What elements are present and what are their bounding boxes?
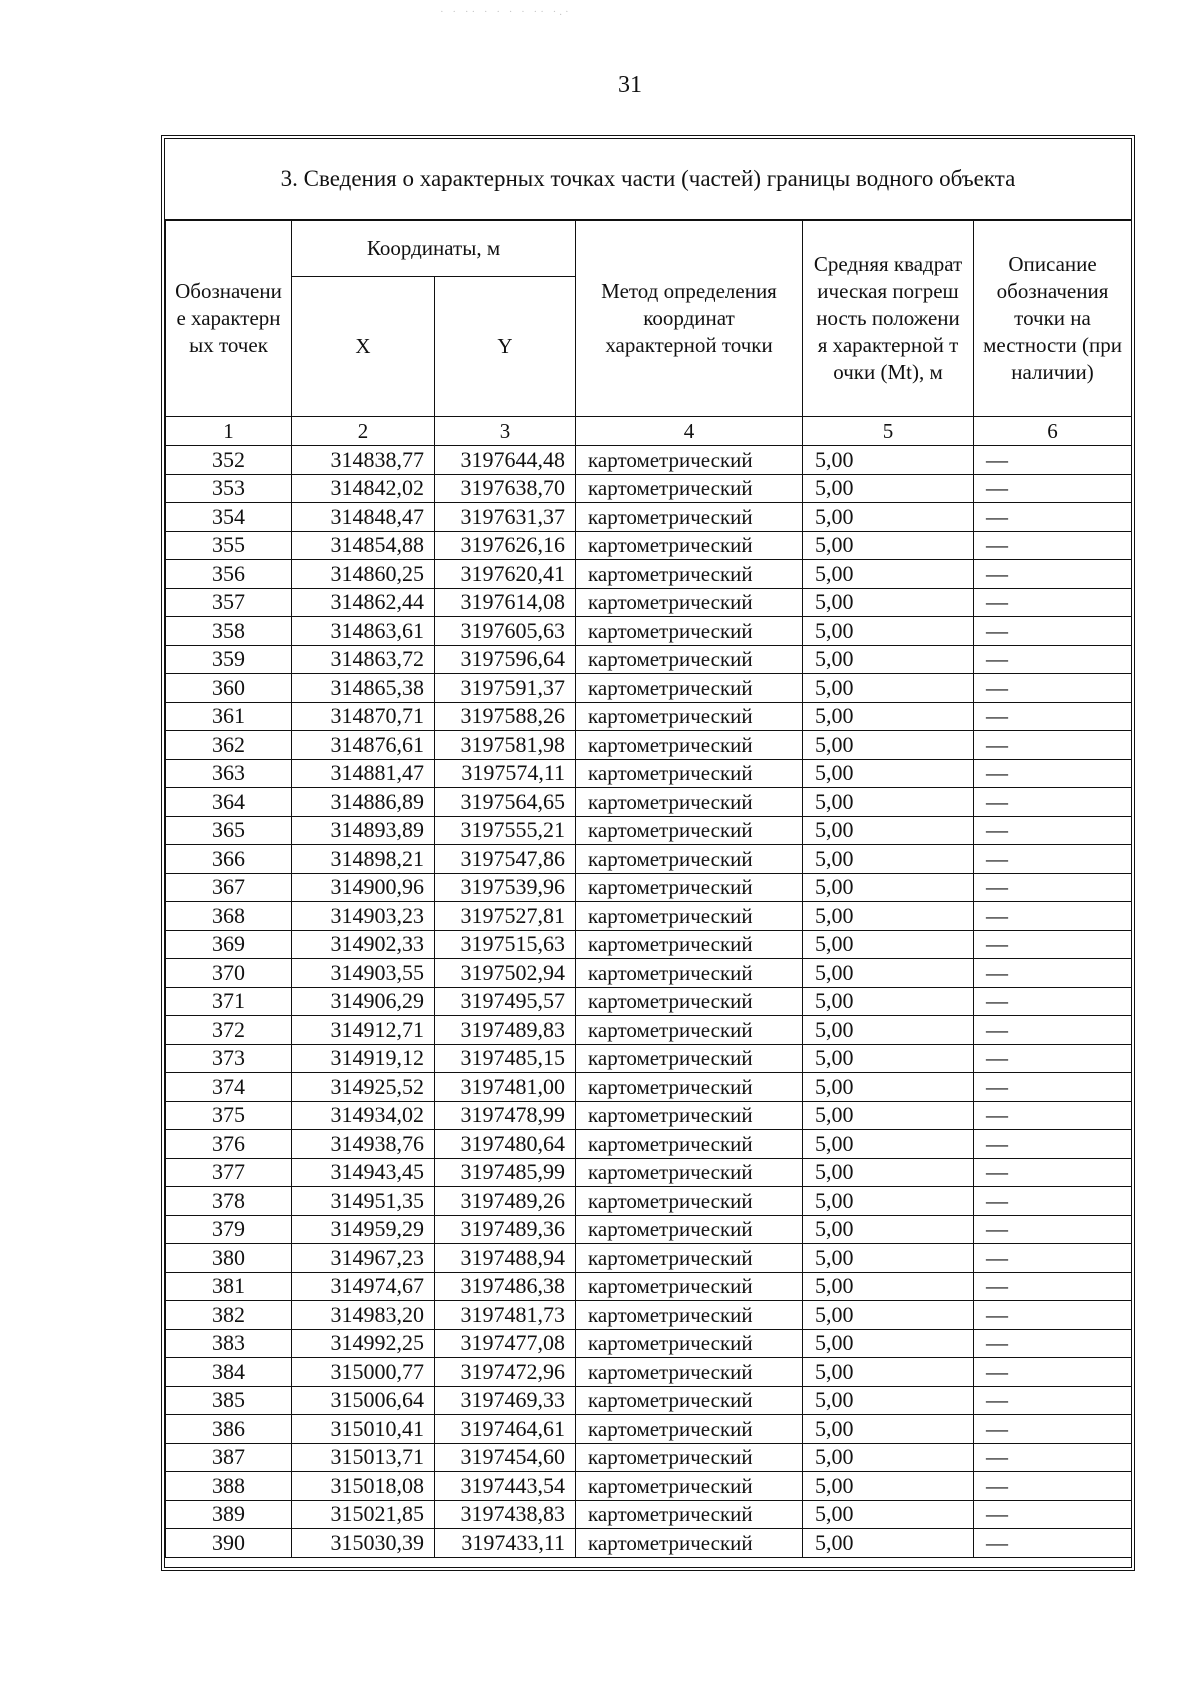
error-cell: 5,00 [803,531,974,560]
x-coordinate-cell: 314925,52 [292,1073,435,1102]
error-cell: 5,00 [803,845,974,874]
point-id-cell: 374 [166,1073,292,1102]
y-coordinate-cell: 3197478,99 [435,1101,576,1130]
point-id-cell: 371 [166,987,292,1016]
description-cell: — [974,474,1132,503]
description-cell: — [974,930,1132,959]
y-coordinate-cell: 3197486,38 [435,1272,576,1301]
error-cell: 5,00 [803,617,974,646]
point-id-cell: 365 [166,816,292,845]
x-coordinate-cell: 315013,71 [292,1443,435,1472]
column-number: 6 [974,417,1132,446]
point-id-cell: 356 [166,560,292,589]
y-coordinate-cell: 3197481,73 [435,1301,576,1330]
y-coordinate-cell: 3197488,94 [435,1244,576,1273]
y-coordinate-cell: 3197502,94 [435,959,576,988]
description-cell: — [974,1529,1132,1558]
point-id-cell: 372 [166,1016,292,1045]
point-id-cell: 388 [166,1472,292,1501]
y-coordinate-cell: 3197588,26 [435,702,576,731]
y-coordinate-cell: 3197438,83 [435,1500,576,1529]
x-coordinate-cell: 314992,25 [292,1329,435,1358]
method-cell: картометрический [576,1101,803,1130]
table-body [166,446,1132,1558]
method-cell: картометрический [576,446,803,475]
error-cell: 5,00 [803,759,974,788]
error-cell: 5,00 [803,645,974,674]
header-method: Метод определения координат характерной точки [576,221,803,417]
header-designation: Обозначение характерных точек [166,221,292,417]
x-coordinate-cell: 314863,72 [292,645,435,674]
error-cell: 5,00 [803,1386,974,1415]
y-coordinate-cell: 3197433,11 [435,1529,576,1558]
point-id-cell: 367 [166,873,292,902]
error-cell: 5,00 [803,560,974,589]
method-cell: картометрический [576,788,803,817]
error-cell: 5,00 [803,902,974,931]
y-coordinate-cell: 3197477,08 [435,1329,576,1358]
x-coordinate-cell: 315021,85 [292,1500,435,1529]
point-id-cell: 380 [166,1244,292,1273]
table-row [166,1415,1132,1444]
point-id-cell: 364 [166,788,292,817]
y-coordinate-cell: 3197527,81 [435,902,576,931]
point-id-cell: 357 [166,588,292,617]
x-coordinate-cell: 314842,02 [292,474,435,503]
table-row [166,1358,1132,1387]
column-number: 5 [803,417,974,446]
x-coordinate-cell: 314898,21 [292,845,435,874]
header-y: Y [435,277,576,417]
x-coordinate-cell: 314862,44 [292,588,435,617]
y-coordinate-cell: 3197591,37 [435,674,576,703]
error-cell: 5,00 [803,588,974,617]
error-cell: 5,00 [803,1187,974,1216]
method-cell: картометрический [576,1500,803,1529]
error-cell: 5,00 [803,930,974,959]
header-coordinates: Координаты, м [292,221,576,277]
point-id-cell: 389 [166,1500,292,1529]
error-cell: 5,00 [803,873,974,902]
y-coordinate-cell: 3197605,63 [435,617,576,646]
table-row [166,1500,1132,1529]
description-cell: — [974,902,1132,931]
error-cell: 5,00 [803,474,974,503]
table-row [166,1386,1132,1415]
x-coordinate-cell: 314900,96 [292,873,435,902]
y-coordinate-cell: 3197489,83 [435,1016,576,1045]
x-coordinate-cell: 314974,67 [292,1272,435,1301]
y-coordinate-cell: 3197485,99 [435,1158,576,1187]
method-cell: картометрический [576,845,803,874]
method-cell: картометрический [576,1130,803,1159]
column-number: 4 [576,417,803,446]
x-coordinate-cell: 314902,33 [292,930,435,959]
table-row [166,731,1132,760]
table-row [166,930,1132,959]
x-coordinate-cell: 314959,29 [292,1215,435,1244]
description-cell: — [974,446,1132,475]
method-cell: картометрический [576,702,803,731]
table-title: 3. Сведения о характерных точках части (частей) границы водного объекта [165,139,1131,220]
description-cell: — [974,1386,1132,1415]
error-cell: 5,00 [803,959,974,988]
y-coordinate-cell: 3197443,54 [435,1472,576,1501]
y-coordinate-cell: 3197614,08 [435,588,576,617]
table-row [166,816,1132,845]
table-row [166,503,1132,532]
header-x: X [292,277,435,417]
y-coordinate-cell: 3197515,63 [435,930,576,959]
table-row [166,873,1132,902]
table-row [166,674,1132,703]
description-cell: — [974,816,1132,845]
description-cell: — [974,1101,1132,1130]
y-coordinate-cell: 3197547,86 [435,845,576,874]
table-row [166,560,1132,589]
method-cell: картометрический [576,1244,803,1273]
point-id-cell: 382 [166,1301,292,1330]
x-coordinate-cell: 314903,55 [292,959,435,988]
method-cell: картометрический [576,759,803,788]
error-cell: 5,00 [803,1101,974,1130]
table-row [166,959,1132,988]
method-cell: картометрический [576,1529,803,1558]
x-coordinate-cell: 314943,45 [292,1158,435,1187]
method-cell: картометрический [576,1044,803,1073]
description-cell: — [974,1272,1132,1301]
x-coordinate-cell: 314903,23 [292,902,435,931]
table-row [166,1101,1132,1130]
error-cell: 5,00 [803,1443,974,1472]
error-cell: 5,00 [803,1358,974,1387]
table-row [166,1130,1132,1159]
method-cell: картометрический [576,930,803,959]
y-coordinate-cell: 3197564,65 [435,788,576,817]
point-id-cell: 355 [166,531,292,560]
method-cell: картометрический [576,1358,803,1387]
y-coordinate-cell: 3197489,36 [435,1215,576,1244]
method-cell: картометрический [576,674,803,703]
x-coordinate-cell: 314906,29 [292,987,435,1016]
x-coordinate-cell: 314863,61 [292,617,435,646]
method-cell: картометрический [576,531,803,560]
point-id-cell: 378 [166,1187,292,1216]
point-id-cell: 379 [166,1215,292,1244]
table-row [166,531,1132,560]
x-coordinate-cell: 314951,35 [292,1187,435,1216]
description-cell: — [974,1215,1132,1244]
column-number: 3 [435,417,576,446]
error-cell: 5,00 [803,1158,974,1187]
method-cell: картометрический [576,873,803,902]
description-cell: — [974,1073,1132,1102]
x-coordinate-cell: 315030,39 [292,1529,435,1558]
description-cell: — [974,617,1132,646]
y-coordinate-cell: 3197596,64 [435,645,576,674]
error-cell: 5,00 [803,1472,974,1501]
method-cell: картометрический [576,1329,803,1358]
y-coordinate-cell: 3197485,15 [435,1044,576,1073]
x-coordinate-cell: 314838,77 [292,446,435,475]
header-description: Описание обозначения точки на местности (при наличии) [974,221,1132,417]
table-row [166,1073,1132,1102]
error-cell: 5,00 [803,1529,974,1558]
point-id-cell: 362 [166,731,292,760]
table-row [166,1187,1132,1216]
method-cell: картометрический [576,1073,803,1102]
y-coordinate-cell: 3197574,11 [435,759,576,788]
description-cell: — [974,1244,1132,1273]
point-id-cell: 390 [166,1529,292,1558]
x-coordinate-cell: 314876,61 [292,731,435,760]
description-cell: — [974,1301,1132,1330]
description-cell: — [974,731,1132,760]
x-coordinate-cell: 314919,12 [292,1044,435,1073]
point-id-cell: 381 [166,1272,292,1301]
method-cell: картометрический [576,816,803,845]
method-cell: картометрический [576,1472,803,1501]
table-row [166,1158,1132,1187]
point-id-cell: 377 [166,1158,292,1187]
method-cell: картометрический [576,1386,803,1415]
method-cell: картометрический [576,731,803,760]
y-coordinate-cell: 3197464,61 [435,1415,576,1444]
x-coordinate-cell: 314983,20 [292,1301,435,1330]
method-cell: картометрический [576,987,803,1016]
point-id-cell: 366 [166,845,292,874]
y-coordinate-cell: 3197489,26 [435,1187,576,1216]
point-id-cell: 376 [166,1130,292,1159]
description-cell: — [974,588,1132,617]
point-id-cell: 369 [166,930,292,959]
point-id-cell: 386 [166,1415,292,1444]
y-coordinate-cell: 3197472,96 [435,1358,576,1387]
point-id-cell: 360 [166,674,292,703]
description-cell: — [974,1044,1132,1073]
error-cell: 5,00 [803,1073,974,1102]
description-cell: — [974,560,1132,589]
x-coordinate-cell: 314848,47 [292,503,435,532]
description-cell: — [974,1187,1132,1216]
x-coordinate-cell: 314860,25 [292,560,435,589]
method-cell: картометрический [576,503,803,532]
error-cell: 5,00 [803,788,974,817]
x-coordinate-cell: 315010,41 [292,1415,435,1444]
description-cell: — [974,1415,1132,1444]
error-cell: 5,00 [803,1215,974,1244]
description-cell: — [974,503,1132,532]
error-cell: 5,00 [803,987,974,1016]
point-id-cell: 384 [166,1358,292,1387]
table-row [166,1472,1132,1501]
method-cell: картометрический [576,617,803,646]
table-row [166,617,1132,646]
table-row [166,1329,1132,1358]
y-coordinate-cell: 3197469,33 [435,1386,576,1415]
table-row [166,1244,1132,1273]
y-coordinate-cell: 3197620,41 [435,560,576,589]
point-id-cell: 373 [166,1044,292,1073]
method-cell: картометрический [576,645,803,674]
method-cell: картометрический [576,588,803,617]
error-cell: 5,00 [803,1301,974,1330]
point-id-cell: 363 [166,759,292,788]
y-coordinate-cell: 3197631,37 [435,503,576,532]
error-cell: 5,00 [803,1272,974,1301]
description-cell: — [974,1130,1132,1159]
description-cell: — [974,645,1132,674]
description-cell: — [974,1016,1132,1045]
point-id-cell: 352 [166,446,292,475]
method-cell: картометрический [576,1443,803,1472]
point-id-cell: 375 [166,1101,292,1130]
error-cell: 5,00 [803,1500,974,1529]
x-coordinate-cell: 315000,77 [292,1358,435,1387]
coordinates-table [165,220,1132,1558]
y-coordinate-cell: 3197539,96 [435,873,576,902]
point-id-cell: 370 [166,959,292,988]
error-cell: 5,00 [803,674,974,703]
y-coordinate-cell: 3197480,64 [435,1130,576,1159]
error-cell: 5,00 [803,816,974,845]
column-number: 2 [292,417,435,446]
table-row [166,1016,1132,1045]
table-row [166,1272,1132,1301]
y-coordinate-cell: 3197638,70 [435,474,576,503]
y-coordinate-cell: 3197626,16 [435,531,576,560]
description-cell: — [974,987,1132,1016]
description-cell: — [974,531,1132,560]
table-row [166,902,1132,931]
point-id-cell: 354 [166,503,292,532]
error-cell: 5,00 [803,503,974,532]
description-cell: — [974,674,1132,703]
scan-artifact: · · ·· · · · · ·· ·.· [440,6,572,18]
table-row [166,1529,1132,1558]
table-row [166,702,1132,731]
point-id-cell: 368 [166,902,292,931]
y-coordinate-cell: 3197555,21 [435,816,576,845]
description-cell: — [974,759,1132,788]
table-row [166,987,1132,1016]
y-coordinate-cell: 3197481,00 [435,1073,576,1102]
point-id-cell: 383 [166,1329,292,1358]
table-row [166,588,1132,617]
table-row [166,788,1132,817]
x-coordinate-cell: 314967,23 [292,1244,435,1273]
header-error: Средняя квадратическая погрешность положения характерной точки (Mt), м [803,221,974,417]
method-cell: картометрический [576,474,803,503]
description-cell: — [974,1443,1132,1472]
x-coordinate-cell: 314886,89 [292,788,435,817]
x-coordinate-cell: 314893,89 [292,816,435,845]
table-row [166,1044,1132,1073]
method-cell: картометрический [576,560,803,589]
description-cell: — [974,1329,1132,1358]
method-cell: картометрический [576,902,803,931]
x-coordinate-cell: 314881,47 [292,759,435,788]
table-row [166,1301,1132,1330]
description-cell: — [974,1472,1132,1501]
description-cell: — [974,959,1132,988]
description-cell: — [974,1358,1132,1387]
point-id-cell: 387 [166,1443,292,1472]
method-cell: картометрический [576,1187,803,1216]
x-coordinate-cell: 315006,64 [292,1386,435,1415]
table-row [166,446,1132,475]
point-id-cell: 358 [166,617,292,646]
x-coordinate-cell: 315018,08 [292,1472,435,1501]
page-number: 31 [618,72,642,98]
error-cell: 5,00 [803,446,974,475]
y-coordinate-cell: 3197495,57 [435,987,576,1016]
table-row [166,1443,1132,1472]
table-row [166,474,1132,503]
description-cell: — [974,873,1132,902]
error-cell: 5,00 [803,1244,974,1273]
y-coordinate-cell: 3197454,60 [435,1443,576,1472]
method-cell: картометрический [576,1016,803,1045]
description-cell: — [974,702,1132,731]
point-id-cell: 359 [166,645,292,674]
error-cell: 5,00 [803,731,974,760]
error-cell: 5,00 [803,1329,974,1358]
y-coordinate-cell: 3197581,98 [435,731,576,760]
method-cell: картометрический [576,1272,803,1301]
method-cell: картометрический [576,1301,803,1330]
point-id-cell: 385 [166,1386,292,1415]
column-number: 1 [166,417,292,446]
table-row [166,759,1132,788]
error-cell: 5,00 [803,1130,974,1159]
method-cell: картометрический [576,959,803,988]
x-coordinate-cell: 314934,02 [292,1101,435,1130]
y-coordinate-cell: 3197644,48 [435,446,576,475]
description-cell: — [974,845,1132,874]
table-row [166,1215,1132,1244]
error-cell: 5,00 [803,1044,974,1073]
table-row [166,845,1132,874]
x-coordinate-cell: 314865,38 [292,674,435,703]
x-coordinate-cell: 314912,71 [292,1016,435,1045]
x-coordinate-cell: 314870,71 [292,702,435,731]
method-cell: картометрический [576,1215,803,1244]
x-coordinate-cell: 314938,76 [292,1130,435,1159]
error-cell: 5,00 [803,702,974,731]
method-cell: картометрический [576,1415,803,1444]
error-cell: 5,00 [803,1415,974,1444]
table-row [166,645,1132,674]
description-cell: — [974,1158,1132,1187]
error-cell: 5,00 [803,1016,974,1045]
point-id-cell: 361 [166,702,292,731]
method-cell: картометрический [576,1158,803,1187]
point-id-cell: 353 [166,474,292,503]
x-coordinate-cell: 314854,88 [292,531,435,560]
description-cell: — [974,1500,1132,1529]
description-cell: — [974,788,1132,817]
